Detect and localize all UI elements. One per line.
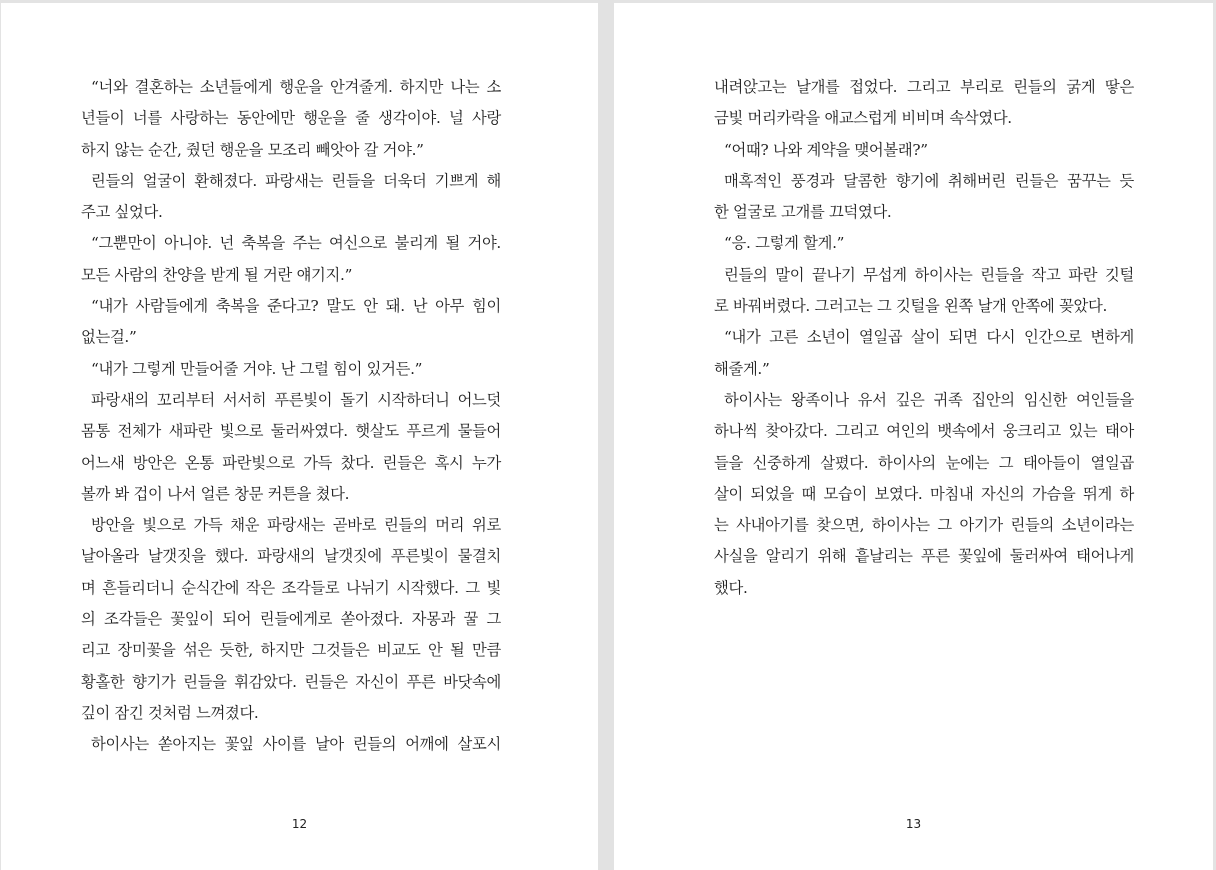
text-line: 날아올라 날갯짓을 했다. 파랑새의 날갯짓에 푸른빛이 물결치: [81, 547, 501, 566]
page-text: [714, 72, 1134, 604]
text-line: 하이사는 왕족이나 유서 깊은 귀족 집안의 임신한 여인들을: [724, 390, 1134, 409]
text-line: 몸통 전체가 새파란 빛으로 둘러싸였다. 햇살도 푸르게 물들어: [81, 422, 501, 441]
text-line: 사실을 알리기 위해 흩날리는 푸른 꽃잎에 둘러싸여 태어나게: [714, 547, 1134, 566]
page-number: 12: [291, 817, 308, 831]
text-line: “내가 고른 소년이 열일곱 살이 되면 다시 인간으로 변하게: [724, 328, 1134, 347]
right-page: [614, 3, 1213, 870]
text-line: 깊이 잠긴 것처럼 느껴졌다.: [81, 703, 259, 722]
text-line: 방안을 빛으로 가득 채운 파랑새는 곧바로 린들의 머리 위로: [91, 516, 501, 535]
text-line: 볼까 봐 겁이 나서 얼른 창문 커튼을 쳤다.: [81, 484, 350, 503]
text-line: 리고 장미꽃을 섞은 듯한, 하지만 그것들은 비교도 안 될 만큼: [81, 641, 501, 660]
left-page: [1, 3, 598, 870]
text-line: 했다.: [714, 578, 748, 597]
text-line: 하나씩 찾아갔다. 그리고 여인의 뱃속에서 웅크리고 있는 태아: [714, 422, 1134, 441]
text-line: 주고 싶었다.: [81, 203, 163, 222]
text-line: 한 얼굴로 고개를 끄덕였다.: [714, 203, 892, 222]
text-line: 금빛 머리카락을 애교스럽게 비비며 속삭였다.: [714, 109, 1012, 128]
text-line: 며 흔들리더니 순식간에 작은 조각들로 나뉘기 시작했다. 그 빛: [81, 578, 501, 597]
text-line: 파랑새의 꼬리부터 서서히 푸른빛이 돌기 시작하더니 어느덧: [91, 390, 501, 409]
text-line: “내가 그렇게 만들어줄 거야. 난 그럴 힘이 있거든.”: [91, 359, 423, 378]
text-line: “너와 결혼하는 소년들에게 행운을 안겨줄게. 하지만 나는 소: [91, 78, 501, 96]
text-line: 모든 사람의 찬양을 받게 될 거란 얘기지.”: [81, 265, 353, 284]
text-line: 내려앉고는 날개를 접었다. 그리고 부리로 린들의 굵게 땋은: [714, 78, 1134, 96]
text-line: “그뿐만이 아니야. 넌 축복을 주는 여신으로 불리게 될 거야.: [91, 234, 501, 253]
page-number: 13: [905, 817, 922, 831]
text-line: 하이사는 쏟아지는 꽃잎 사이를 날아 린들의 어깨에 살포시: [91, 735, 501, 754]
text-line: 들을 신중하게 살폈다. 하이사의 눈에는 그 태아들이 열일곱: [714, 453, 1134, 472]
text-line: 의 조각들은 꽃잎이 되어 린들에게로 쏟아졌다. 자몽과 꿀 그: [81, 610, 501, 629]
text-line: 는 사내아기를 찾으면, 하이사는 그 아기가 린들의 소년이라는: [714, 516, 1134, 535]
page-text: [81, 72, 501, 761]
text-line: 살이 되었을 때 모습이 보였다. 마침내 자신의 가슴을 뛰게 하: [714, 484, 1134, 503]
text-line: 황홀한 향기가 린들을 휘감았다. 린들은 자신이 푸른 바닷속에: [81, 672, 501, 691]
text-line: “응. 그렇게 할게.”: [724, 234, 845, 253]
text-line: “내가 사람들에게 축복을 준다고? 말도 안 돼. 난 아무 힘이: [91, 297, 501, 316]
text-line: 하지 않는 순간, 줬던 행운을 모조리 빼앗아 갈 거야.”: [81, 140, 424, 159]
text-line: 년들이 너를 사랑하는 동안에만 행운을 줄 생각이야. 널 사랑: [81, 109, 501, 128]
text-line: “어때? 나와 계약을 맺어볼래?”: [724, 140, 928, 159]
text-line: 어느새 방안은 온통 파란빛으로 가득 찼다. 린들은 혹시 누가: [81, 453, 501, 472]
text-line: 매혹적인 풍경과 달콤한 향기에 취해버린 린들은 꿈꾸는 듯: [724, 171, 1134, 190]
page-gutter: [598, 0, 614, 870]
text-line: 해줄게.”: [714, 359, 770, 378]
text-line: 없는걸.”: [81, 328, 137, 347]
text-line: 린들의 말이 끝나기 무섭게 하이사는 린들을 작고 파란 깃털: [724, 265, 1134, 284]
text-line: 로 바꿔버렸다. 그러고는 그 깃털을 왼쪽 날개 안쪽에 꽂았다.: [714, 297, 1108, 316]
text-line: 린들의 얼굴이 환해졌다. 파랑새는 린들을 더욱더 기쁘게 해: [91, 171, 501, 190]
